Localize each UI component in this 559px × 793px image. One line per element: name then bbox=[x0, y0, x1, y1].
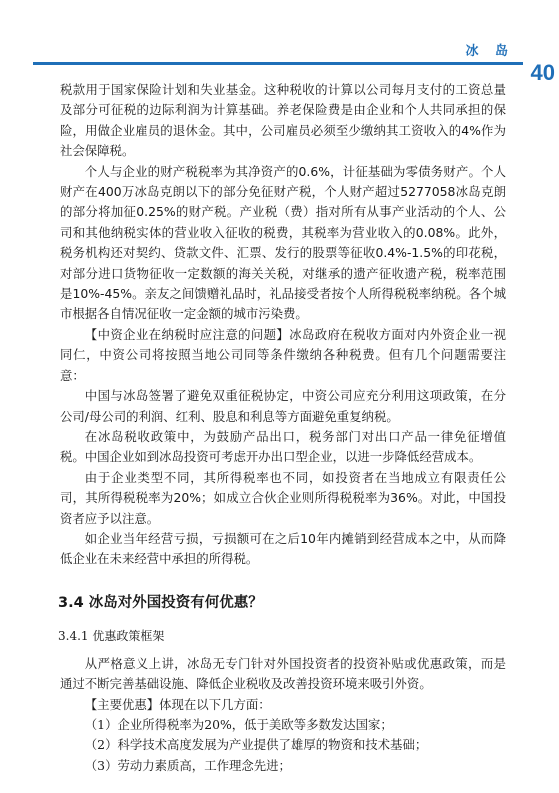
paragraph: 【中资企业在纳税时应注意的问题】冰岛政府在税收方面对内外资企业一视同仁，中资公司将按照当地公司同等条件缴纳各种税费。但有几个问题需要注意： bbox=[60, 326, 506, 383]
list-item: （2）科学技术高度发展为产业提供了雄厚的物资和技术基础； bbox=[84, 737, 428, 753]
header-country: 冰 岛 bbox=[465, 44, 514, 59]
paragraph: 如企业当年经营亏损，亏损额可在之后10年内摊销到经营成本之中，从而降低企业在未来经营中承担的所得税。 bbox=[60, 530, 506, 567]
section-heading: 3.4 冰岛对外国投资有何优惠？ bbox=[58, 594, 263, 611]
paragraph: 税款用于国家保险计划和失业基金。这种税收的计算以公司每月支付的工资总量及部分可征税的边际利润为计算基础。养老保险费是由企业和个人共同承担的保险，用做企业雇员的退休金。其中，公司雇员必须至少缴纳其工资收入的4%作为社会保障税。 bbox=[60, 82, 506, 159]
paragraph: 在冰岛税收政策中，为鼓励产品出口，税务部门对出口产品一律免征增值税。中国企业如到冰岛投资可考虑开办出口型企业，以进一步降低经营成本。 bbox=[60, 428, 506, 465]
header-rule bbox=[33, 62, 523, 65]
paragraph: 由于企业类型不同，其所得税率也不同，如投资者在当地成立有限责任公司，其所得税税率为20%；如成立合伙企业则所得税税率为36%。对此，中国投资者应予以注意。 bbox=[60, 469, 506, 526]
page-body bbox=[60, 80, 506, 776]
incentives-intro: 【主要优惠】体现在以下几方面： bbox=[84, 696, 271, 712]
page-number: 40 bbox=[530, 60, 555, 85]
paragraph: 从严格意义上讲，冰岛无专门针对外国投资者的投资补贴或优惠政策，而是通过不断完善基础设施、降低企业税收及改善投资环境来吸引外资。 bbox=[60, 655, 506, 692]
list-item: （3）劳动力素质高，工作理念先进； bbox=[84, 757, 291, 773]
paragraph: 个人与企业的财产税税率为其净资产的0.6%，计征基础为零债务财产。个人财产在400万冰岛克朗以下的部分免征财产税，个人财产超过5277058冰岛克朗的部分将加征0.25%的财产税。产业税（费）指对所有从事产业活动的个人、公司和其他纳税实体的营业收入征收的税费，其税率为营业收入的0.08%。此外，税务机构还对契约、贷款文件、汇票、发行的股票等征收0.4%-1.5%的印花税，对部分进口货物征收一定数额的海关关税，对继承的遗产征收遗产税，税率范围是10%-45%。亲友之间馈赠礼品时，礼品接受者按个人所得税税率纳税。各个城市根据各自情况征收一定金额的城市污染费。 bbox=[60, 163, 506, 322]
incentives-list bbox=[60, 715, 506, 776]
list-item: （1）企业所得税率为20%，低于美欧等多数发达国家； bbox=[84, 716, 393, 732]
subsection-heading: 3.4.1 优惠政策框架 bbox=[58, 628, 165, 643]
paragraph: 中国与冰岛签署了避免双重征税协定，中资公司应充分利用这项政策，在分公司/母公司的利润、红利、股息和利息等方面避免重复纳税。 bbox=[60, 388, 506, 424]
